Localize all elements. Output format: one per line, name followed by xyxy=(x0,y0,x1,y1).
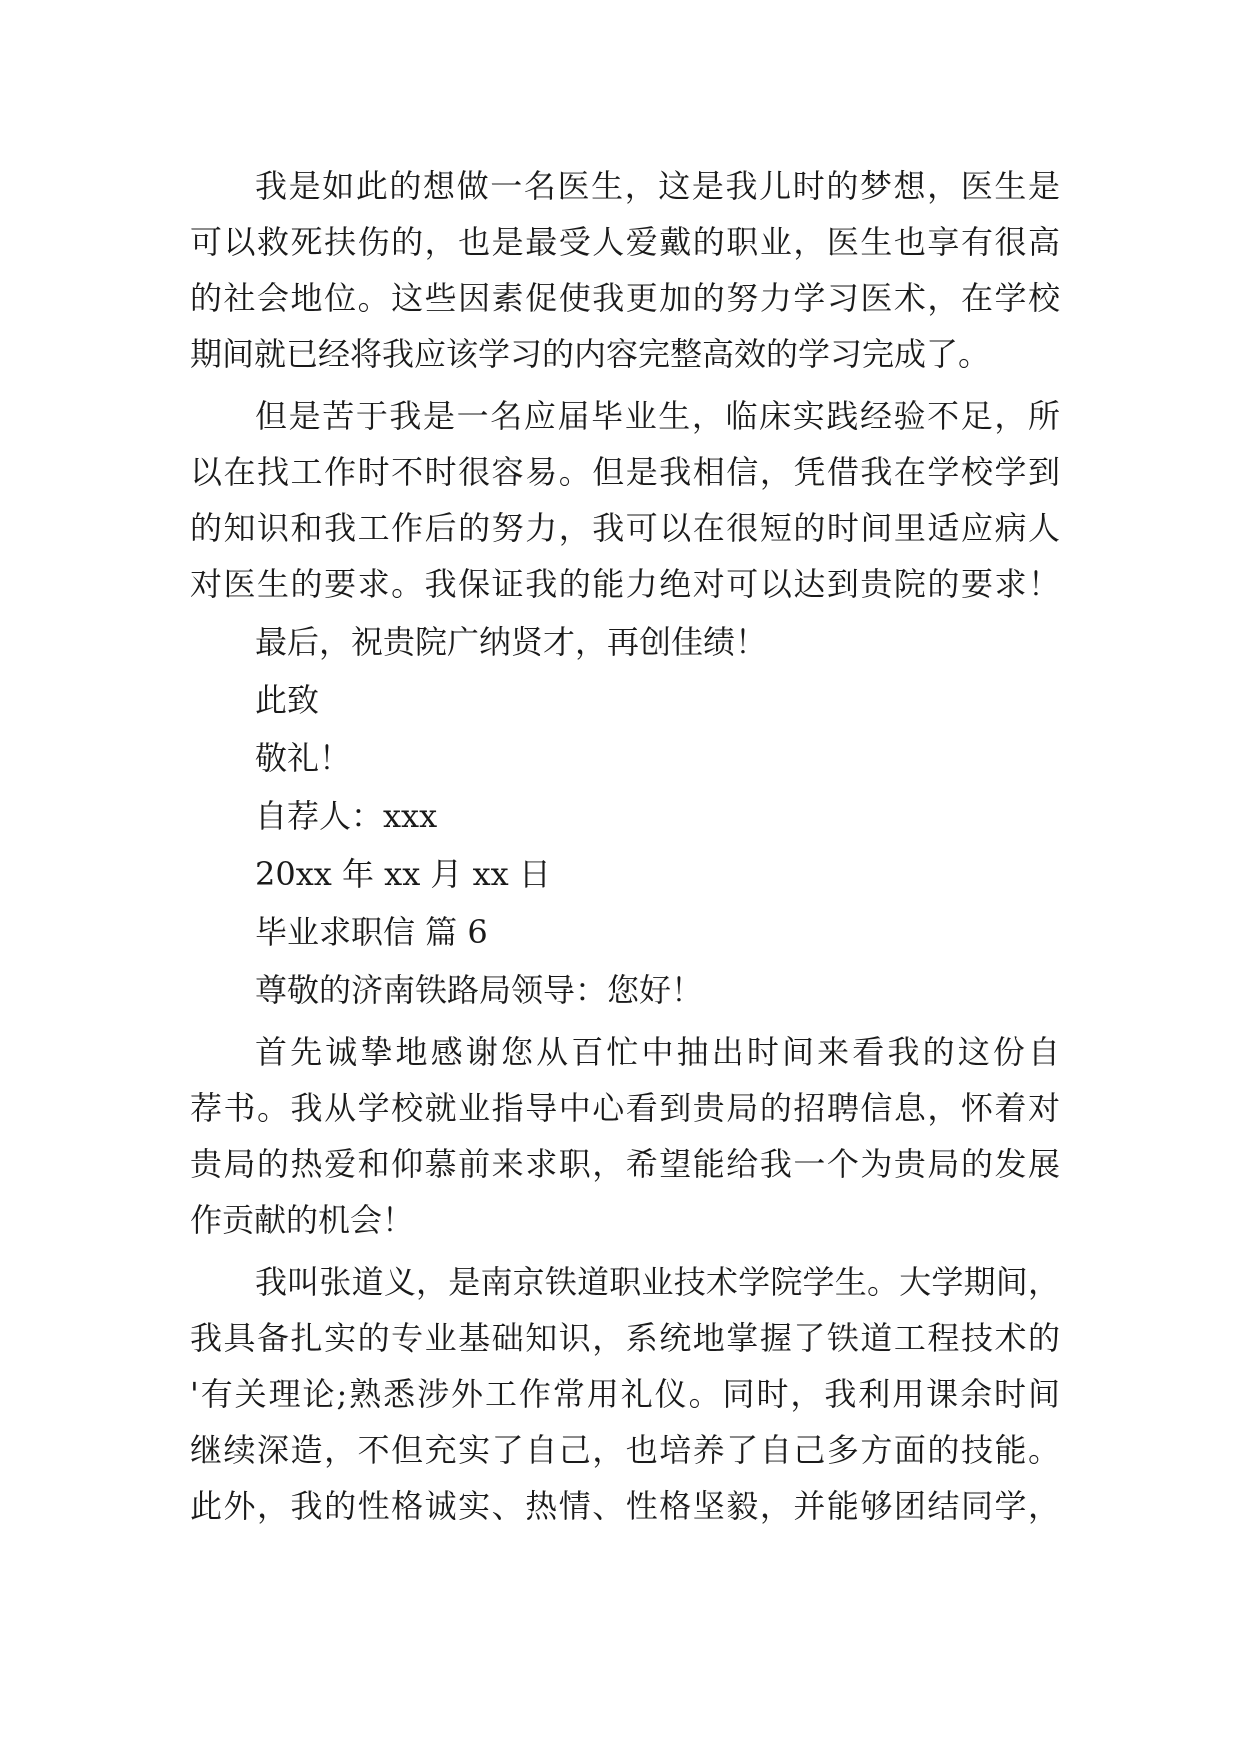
salutation-line: 此致 xyxy=(255,681,320,719)
paragraph-line: 作贡献的机会！ xyxy=(190,1201,415,1239)
paragraph-line: 首先诚挚地感谢您从百忙中抽出时间来看我的这份自 xyxy=(255,1033,1060,1071)
paragraph-line: 对医生的要求。我保证我的能力绝对可以达到贵院的要求！ xyxy=(190,565,1060,603)
paragraph-line: 此外，我的性格诚实、热情、性格坚毅，并能够团结同学， xyxy=(190,1487,1060,1525)
date-line: 20xx 年 xx 月 xx 日 xyxy=(255,855,551,893)
paragraph-line: 我具备扎实的专业基础知识，系统地掌握了铁道工程技术的 xyxy=(190,1319,1060,1357)
paragraph-line: 的社会地位。这些因素促使我更加的努力学习医术，在学校 xyxy=(190,279,1060,317)
paragraph-line: 荐书。我从学校就业指导中心看到贵局的招聘信息，怀着对 xyxy=(190,1089,1060,1127)
salutation-line: 敬礼！ xyxy=(255,739,352,777)
signature-line: 自荐人：xxx xyxy=(255,797,438,835)
paragraph-line: 我叫张道义，是南京铁道职业技术学院学生。大学期间， xyxy=(255,1263,1060,1301)
paragraph-line: 期间就已经将我应该学习的内容完整高效的学习完成了。 xyxy=(190,335,991,373)
paragraph-line: 我是如此的想做一名医生，这是我儿时的梦想，医生是 xyxy=(255,167,1060,205)
paragraph-line: 贵局的热爱和仰慕前来求职，希望能给我一个为贵局的发展 xyxy=(190,1145,1060,1183)
greeting-line: 尊敬的济南铁路局领导：您好！ xyxy=(255,971,704,1009)
paragraph-line: '有关理论;熟悉涉外工作常用礼仪。同时，我利用课余时间 xyxy=(190,1375,1060,1413)
paragraph-line: 的知识和我工作后的努力，我可以在很短的时间里适应病人 xyxy=(190,509,1060,547)
paragraph-line: 以在找工作时不时很容易。但是我相信，凭借我在学校学到 xyxy=(190,453,1060,491)
section-heading: 毕业求职信 篇 6 xyxy=(255,913,488,951)
paragraph-line: 继续深造，不但充实了自己，也培养了自己多方面的技能。 xyxy=(190,1431,1060,1469)
paragraph-line: 但是苦于我是一名应届毕业生，临床实践经验不足，所 xyxy=(255,397,1060,435)
closing-line: 最后，祝贵院广纳贤才，再创佳绩！ xyxy=(255,623,768,661)
paragraph-line: 可以救死扶伤的，也是最受人爱戴的职业，医生也享有很高 xyxy=(190,223,1060,261)
